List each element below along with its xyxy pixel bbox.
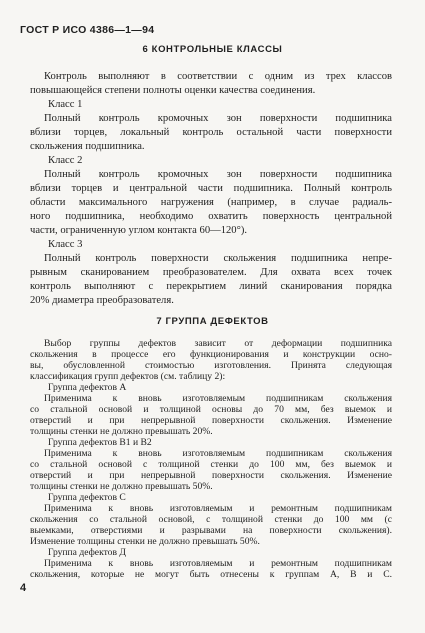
text-line: Применима к вновь изготовляемым подшипникам скольжения [44, 393, 392, 404]
text-line: ного подшипника, необходимо охватить поверхность центральной [30, 211, 392, 222]
text-line: Полный контроль кромочных зон поверхности подшипника [44, 113, 392, 124]
text-line: вблизи торцев и центральной части подшипника. Полный контроль [30, 183, 392, 194]
text-line: Контроль выполняют в соответствии с одним из трех классов [44, 71, 392, 82]
text-line: Группа дефектов В1 и В2 [48, 437, 152, 448]
text-line: толщины стенки не должно превышать 50%. [30, 481, 213, 492]
text-line: вблизи торцев, локальный контроль остальной части поверхности [30, 127, 392, 138]
text-line: Класс 1 [48, 99, 83, 110]
text-line: Класс 3 [48, 239, 83, 250]
text-line: контроль выполняют с перекрытием линий сканирования порядка [30, 281, 392, 292]
text-line: классификация групп дефектов (см. таблицу 2): [30, 371, 226, 382]
page-number: 4 [20, 582, 27, 594]
text-line: отверстий и при непрерывной поверхности скольжения. Изменение [30, 470, 392, 481]
text-line: толщины стенки не должно превышать 20%. [30, 426, 213, 437]
text-line: Применима к вновь изготовляемым и ремонтным подшипникам [44, 558, 392, 569]
text-line: 20% диаметра преобразователя. [30, 295, 174, 306]
text-line: Применима к вновь изготовляемым подшипникам скольжения [44, 448, 392, 459]
text-line: части, ограниченную углом контакта 60—120°). [30, 225, 248, 236]
text-line: скольжения подшипника. [30, 141, 145, 152]
text-line: Класс 2 [48, 155, 83, 166]
text-line: Полный контроль кромочных зон поверхности подшипника [44, 169, 392, 180]
section-6-heading: 6 КОНТРОЛЬНЫЕ КЛАССЫ [142, 44, 283, 55]
text-line: Выбор группы дефектов зависит от деформации подшипника [44, 338, 392, 349]
text-line: отверстий и при непрерывной поверхности скольжения. Изменение [30, 415, 392, 426]
text-line: скольжения в процессе его функционирования и конструкции осно- [30, 349, 392, 360]
text-line: Изменение толщины стенки не должно превышать 50%. [30, 536, 260, 547]
text-line: Группа дефектов С [48, 492, 126, 503]
text-line: рывным сканированием преобразователем. Для охвата всех точек [30, 267, 392, 278]
text-line: Группа дефектов А [48, 382, 127, 393]
text-line: выемками, отверстиями и разрывами на поверхности скольжения). [30, 525, 392, 536]
text-line: скольжения со стальной основой, с толщиной стенки до 100 мм (с [30, 514, 392, 525]
text-line: вы, обусловленной стоимостью изготовления. Принята следующая [30, 360, 392, 371]
text-line: Группа дефектов Д [48, 547, 126, 558]
standard-header: ГОСТ Р ИСО 4386—1—94 [20, 24, 155, 36]
section-7-heading: 7 ГРУППА ДЕФЕКТОВ [156, 316, 269, 327]
text-line: скольжения, которые не могут быть отнесены к группам А, В и С. [30, 569, 392, 580]
text-line: Применима к вновь изготовляемым и ремонтным подшипникам [44, 503, 392, 514]
text-line: повышающейся степени полноты оценки качества соединения. [30, 85, 316, 96]
text-line: области максимального нагружения (например, в случае радиаль- [30, 197, 392, 208]
text-line: со стальной основой с толщиной стенки до 100 мм, без выемок и [30, 459, 392, 470]
text-line: со стальной основой и толщиной основы до 70 мм, без выемок и [30, 404, 392, 415]
text-line: Полный контроль поверхности скольжения подшипника непре- [44, 253, 392, 264]
